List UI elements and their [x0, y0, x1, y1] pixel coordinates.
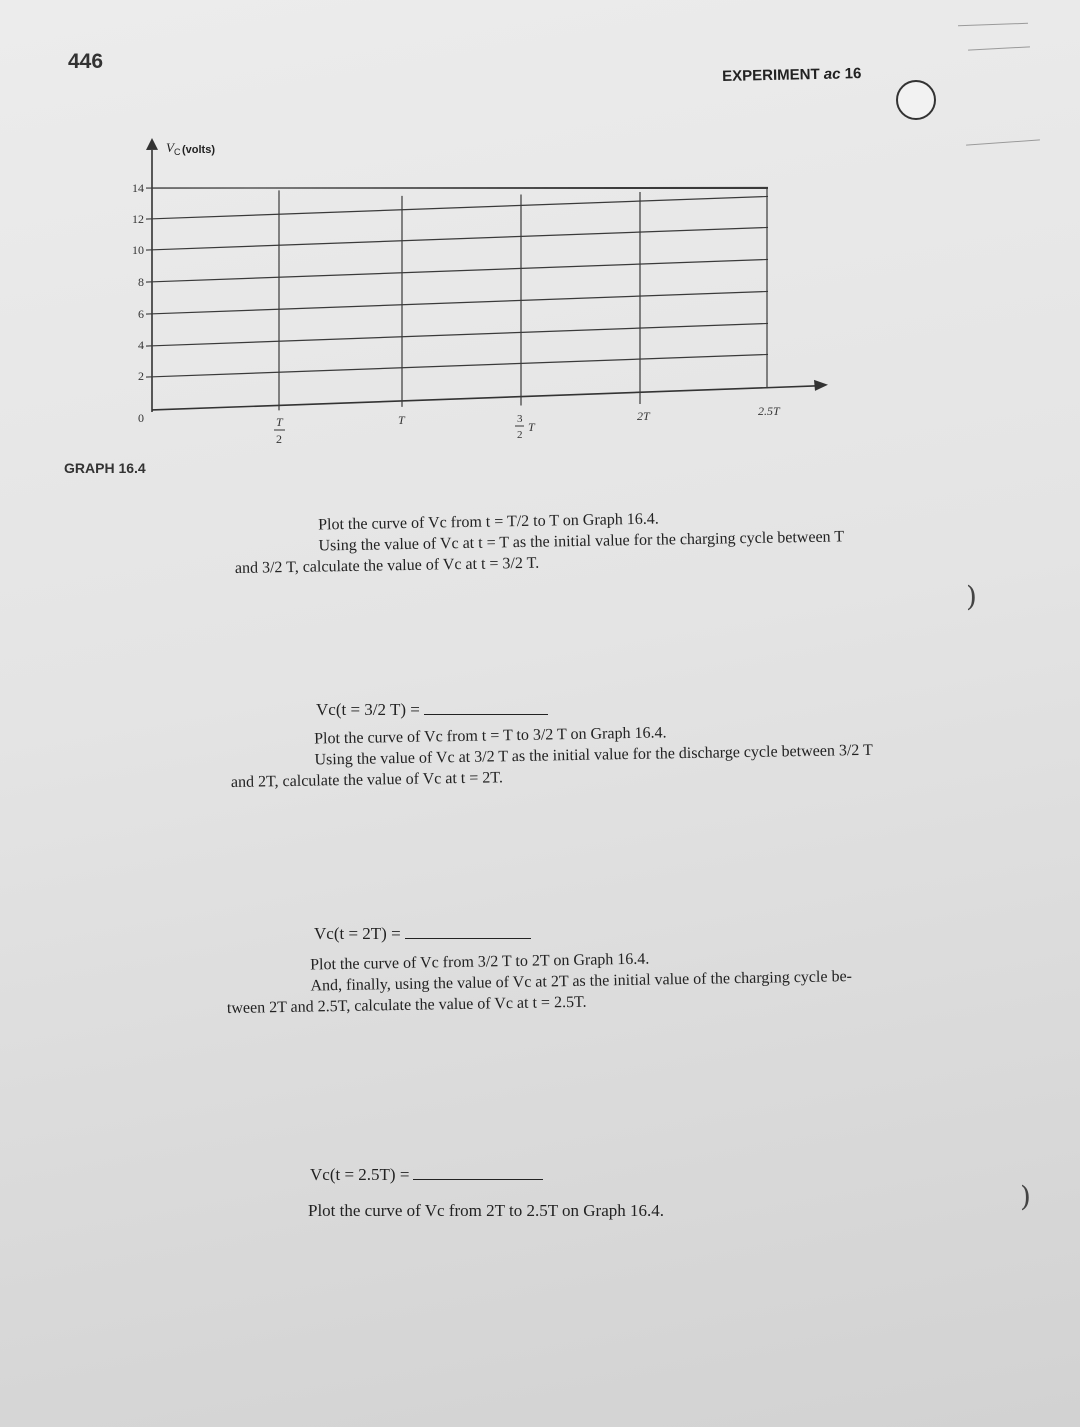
y-tick-label: 8 — [138, 275, 144, 289]
graph-label: GRAPH 16.4 — [64, 460, 146, 476]
y-tick-label: 2 — [138, 369, 144, 383]
x-tick-label-three-halves-t — [515, 413, 536, 441]
margin-mark: ) — [966, 580, 977, 613]
grid-top — [152, 180, 768, 196]
y-tick-label: 6 — [138, 307, 144, 321]
instruction-line: Plot the curve of Vc from t = T/2 to T on Graph 16.4. — [318, 510, 659, 534]
instruction-line: Using the value of Vc at 3/2 T as the initial value for the discharge cycle between 3/2 T — [314, 741, 873, 769]
experiment-word: EXPERIMENT — [722, 65, 820, 85]
instruction-block-3 — [226, 945, 852, 1019]
svg-text:2: 2 — [276, 432, 282, 446]
margin-mark: ) — [1020, 1180, 1031, 1213]
y-tick-label: 0 — [138, 411, 144, 425]
answer-line-1 — [316, 700, 548, 720]
instruction-line: and 3/2 T, calculate the value of Vc at t = 3/2 T. — [234, 554, 540, 577]
equation-label: Vc(t = 3/2 T) = — [316, 700, 420, 719]
answer-line-3 — [310, 1165, 543, 1185]
y-axis-arrow-icon — [146, 138, 158, 150]
grid-horizontal — [146, 180, 768, 377]
answer-blank[interactable] — [405, 938, 531, 939]
answer-line-2 — [314, 924, 531, 944]
experiment-suffix: ac — [823, 65, 841, 83]
grid-vertical — [279, 184, 767, 410]
answer-blank[interactable] — [424, 714, 548, 715]
x-tick-labels — [274, 404, 781, 446]
instruction-line: Plot the curve of Vc from t = T to 3/2 T on Graph 16.4. — [314, 724, 667, 748]
instruction-line: Using the value of Vc at t = T as the initial value for the charging cycle between T — [318, 528, 845, 555]
experiment-number: 16 — [844, 65, 862, 83]
equation-label: Vc(t = 2T) = — [314, 924, 401, 943]
instruction-block-2 — [230, 719, 873, 793]
x-tick-label-2t: 2T — [637, 409, 650, 423]
y-tick-label: 4 — [138, 338, 144, 352]
instruction-line: Plot the curve of Vc from 3/2 T to 2T on Graph 16.4. — [310, 950, 650, 974]
instruction-block-1 — [234, 505, 845, 579]
graph-16-4 — [0, 0, 1080, 470]
svg-text:T: T — [276, 415, 283, 429]
y-axis-title: V — [166, 140, 174, 155]
x-tick-label-half-t — [274, 415, 285, 446]
instruction-line: And, finally, using the value of Vc at 2T as the initial value of the charging cycle be- — [310, 968, 853, 995]
x-axis-line — [152, 386, 818, 410]
y-tick-label: 10 — [132, 243, 144, 257]
y-axis-unit: (volts) — [182, 144, 215, 156]
svg-text:T: T — [528, 420, 535, 434]
y-tick-label: 12 — [132, 212, 144, 226]
svg-text:3: 3 — [517, 413, 523, 425]
instruction-line: tween 2T and 2.5T, calculate the value of Vc at t = 2.5T. — [226, 993, 587, 1017]
x-tick-label-t: T — [398, 413, 405, 427]
final-instruction: Plot the curve of Vc from 2T to 2.5T on Graph 16.4. — [308, 1201, 665, 1220]
equation-label: Vc(t = 2.5T) = — [310, 1165, 410, 1184]
x-tick-label-2-5t: 2.5T — [758, 404, 780, 418]
answer-blank[interactable] — [413, 1179, 543, 1180]
page-number: 446 — [68, 50, 104, 73]
y-tick-label: 14 — [132, 181, 144, 195]
instruction-line: and 2T, calculate the value of Vc at t = 2T. — [230, 769, 504, 791]
x-axis-arrow-icon — [814, 380, 828, 391]
svg-text:2: 2 — [517, 429, 523, 441]
y-axis-title-sub: C — [174, 147, 181, 157]
